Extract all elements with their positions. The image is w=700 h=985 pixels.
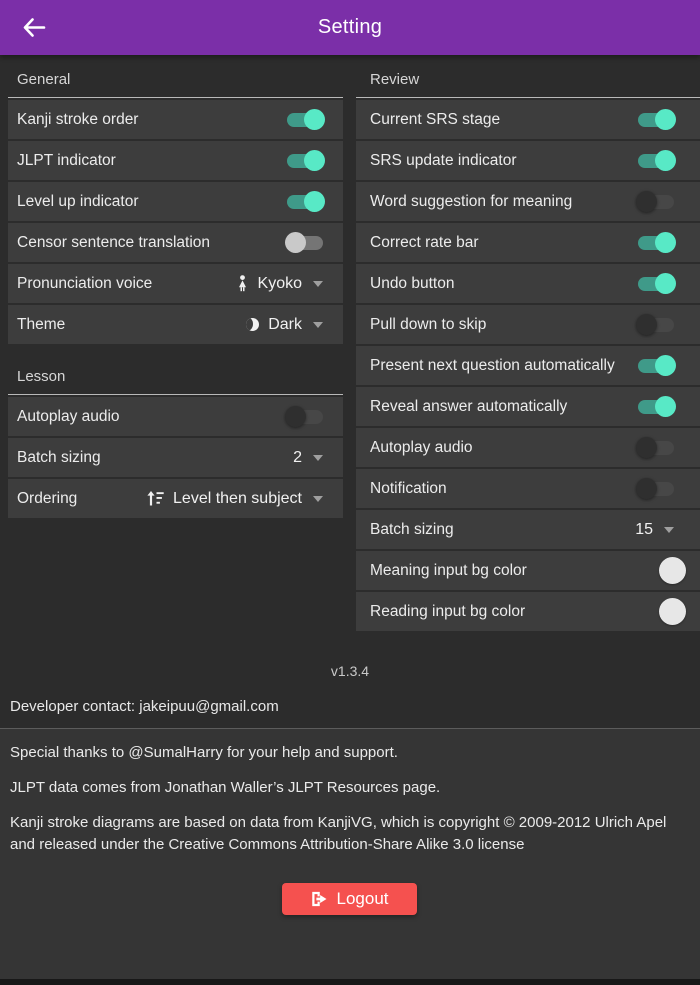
caret-down-icon bbox=[664, 527, 674, 533]
setting-label: SRS update indicator bbox=[370, 151, 517, 169]
toggle-srs-update-indicator[interactable] bbox=[638, 154, 674, 168]
window-bottom-edge bbox=[0, 979, 700, 985]
row-kanji-stroke-order bbox=[8, 100, 343, 139]
logout-button[interactable] bbox=[282, 883, 417, 915]
setting-label: Batch sizing bbox=[370, 520, 454, 538]
toggle-knob bbox=[655, 355, 676, 376]
page-title: Setting bbox=[317, 16, 383, 38]
setting-label: Pronunciation voice bbox=[17, 274, 153, 292]
sign-out-icon bbox=[310, 891, 328, 907]
toggle-knob bbox=[636, 314, 657, 335]
toggle-review-autoplay-audio[interactable] bbox=[638, 441, 674, 455]
lesson-batch-sizing-dropdown[interactable] bbox=[293, 449, 323, 467]
setting-label: Pull down to skip bbox=[370, 315, 487, 333]
row-present-next-question bbox=[356, 346, 700, 385]
logout-label: Logout bbox=[336, 889, 389, 908]
toggle-knob bbox=[636, 437, 657, 458]
toggle-notification[interactable] bbox=[638, 482, 674, 496]
toggle-knob bbox=[285, 406, 306, 427]
setting-label: Reveal answer automatically bbox=[370, 397, 568, 415]
female-person-icon bbox=[236, 275, 249, 292]
setting-label: Reading input bg color bbox=[370, 602, 526, 620]
theme-value: Dark bbox=[268, 315, 302, 333]
setting-label: Batch sizing bbox=[17, 448, 101, 466]
reading-input-color-swatch[interactable] bbox=[659, 598, 686, 625]
row-pronunciation-voice bbox=[8, 264, 343, 303]
sort-ascending-icon bbox=[147, 491, 164, 506]
setting-label: Correct rate bar bbox=[370, 233, 479, 251]
row-reading-input-bg-color bbox=[356, 592, 700, 631]
back-button[interactable] bbox=[14, 0, 54, 55]
toggle-censor-sentence-translation[interactable] bbox=[287, 236, 323, 250]
ordering-value: Level then subject bbox=[173, 489, 302, 507]
toggle-level-up-indicator[interactable] bbox=[287, 195, 323, 209]
lesson-batch-sizing-value: 2 bbox=[293, 448, 302, 466]
row-theme bbox=[8, 305, 343, 344]
toggle-knob bbox=[304, 109, 325, 130]
caret-down-icon bbox=[313, 322, 323, 328]
toggle-knob bbox=[655, 109, 676, 130]
section-title-general: General bbox=[8, 55, 343, 98]
row-correct-rate-bar bbox=[356, 223, 700, 262]
toggle-knob bbox=[636, 191, 657, 212]
row-srs-update-indicator bbox=[356, 141, 700, 180]
setting-label: Autoplay audio bbox=[370, 438, 473, 456]
ordering-dropdown[interactable] bbox=[147, 490, 323, 508]
setting-label: Kanji stroke order bbox=[17, 110, 139, 128]
caret-down-icon bbox=[313, 281, 323, 287]
row-meaning-input-bg-color bbox=[356, 551, 700, 590]
row-jlpt-indicator bbox=[8, 141, 343, 180]
setting-label: Meaning input bg color bbox=[370, 561, 527, 579]
row-level-up-indicator bbox=[8, 182, 343, 221]
row-undo-button bbox=[356, 264, 700, 303]
right-column bbox=[356, 55, 700, 633]
setting-label: Censor sentence translation bbox=[17, 233, 211, 251]
row-review-batch-sizing bbox=[356, 510, 700, 549]
caret-down-icon bbox=[313, 496, 323, 502]
toggle-correct-rate-bar[interactable] bbox=[638, 236, 674, 250]
toggle-knob bbox=[636, 478, 657, 499]
row-word-suggestion bbox=[356, 182, 700, 221]
row-pull-down-to-skip bbox=[356, 305, 700, 344]
toggle-knob bbox=[655, 273, 676, 294]
row-lesson-autoplay-audio bbox=[8, 397, 343, 436]
review-batch-sizing-value: 15 bbox=[635, 520, 653, 538]
toggle-knob bbox=[285, 232, 306, 253]
setting-label: Word suggestion for meaning bbox=[370, 192, 573, 210]
row-current-srs-stage bbox=[356, 100, 700, 139]
review-batch-sizing-dropdown[interactable] bbox=[635, 521, 674, 539]
toggle-lesson-autoplay-audio[interactable] bbox=[287, 410, 323, 424]
toggle-word-suggestion[interactable] bbox=[638, 195, 674, 209]
setting-label: Ordering bbox=[17, 489, 78, 507]
meaning-input-color-swatch[interactable] bbox=[659, 557, 686, 584]
toggle-kanji-stroke-order[interactable] bbox=[287, 113, 323, 127]
section-title-review: Review bbox=[356, 55, 700, 98]
setting-label: Level up indicator bbox=[17, 192, 139, 210]
pronunciation-voice-dropdown[interactable] bbox=[236, 275, 323, 293]
setting-label: Current SRS stage bbox=[370, 110, 501, 128]
toggle-jlpt-indicator[interactable] bbox=[287, 154, 323, 168]
theme-dropdown[interactable] bbox=[246, 316, 323, 334]
row-censor-sentence-translation bbox=[8, 223, 343, 262]
toggle-pull-down-to-skip[interactable] bbox=[638, 318, 674, 332]
row-reveal-answer bbox=[356, 387, 700, 426]
pronunciation-voice-value: Kyoko bbox=[257, 274, 302, 292]
toggle-knob bbox=[655, 150, 676, 171]
toggle-current-srs-stage[interactable] bbox=[638, 113, 674, 127]
setting-label: Notification bbox=[370, 479, 447, 497]
arrow-left-icon bbox=[22, 18, 46, 37]
toggle-undo-button[interactable] bbox=[638, 277, 674, 291]
setting-label: Present next question automatically bbox=[370, 356, 615, 374]
toggle-knob bbox=[304, 150, 325, 171]
row-review-autoplay-audio bbox=[356, 428, 700, 467]
credits-section bbox=[0, 728, 700, 985]
app-version: v1.3.4 bbox=[330, 663, 370, 679]
toggle-knob bbox=[655, 232, 676, 253]
toggle-knob bbox=[655, 396, 676, 417]
setting-label: JLPT indicator bbox=[17, 151, 116, 169]
credit-line: Special thanks to @SumalHarry for your help and support. bbox=[10, 744, 398, 761]
crescent-moon-icon bbox=[246, 318, 259, 331]
caret-down-icon bbox=[313, 455, 323, 461]
section-title-lesson: Lesson bbox=[8, 346, 343, 395]
setting-label: Autoplay audio bbox=[17, 407, 120, 425]
app-header bbox=[0, 0, 700, 55]
row-notification bbox=[356, 469, 700, 508]
settings-columns bbox=[0, 55, 700, 633]
credit-line: Kanji stroke diagrams are based on data from KanjiVG, which is copyright © 2009-2012 Ulrich Apel and released under the Creative Commons Attribution-Share Alike 3.0 license bbox=[10, 814, 667, 853]
setting-label: Theme bbox=[17, 315, 66, 333]
toggle-reveal-answer[interactable] bbox=[638, 400, 674, 414]
credit-line: JLPT data comes from Jonathan Waller’s JLPT Resources page. bbox=[10, 779, 441, 796]
toggle-knob bbox=[304, 191, 325, 212]
setting-label: Undo button bbox=[370, 274, 455, 292]
developer-contact: Developer contact: jakeipuu@gmail.com bbox=[10, 698, 279, 715]
left-column bbox=[8, 55, 343, 520]
row-ordering bbox=[8, 479, 343, 518]
row-lesson-batch-sizing bbox=[8, 438, 343, 477]
toggle-present-next-question[interactable] bbox=[638, 359, 674, 373]
